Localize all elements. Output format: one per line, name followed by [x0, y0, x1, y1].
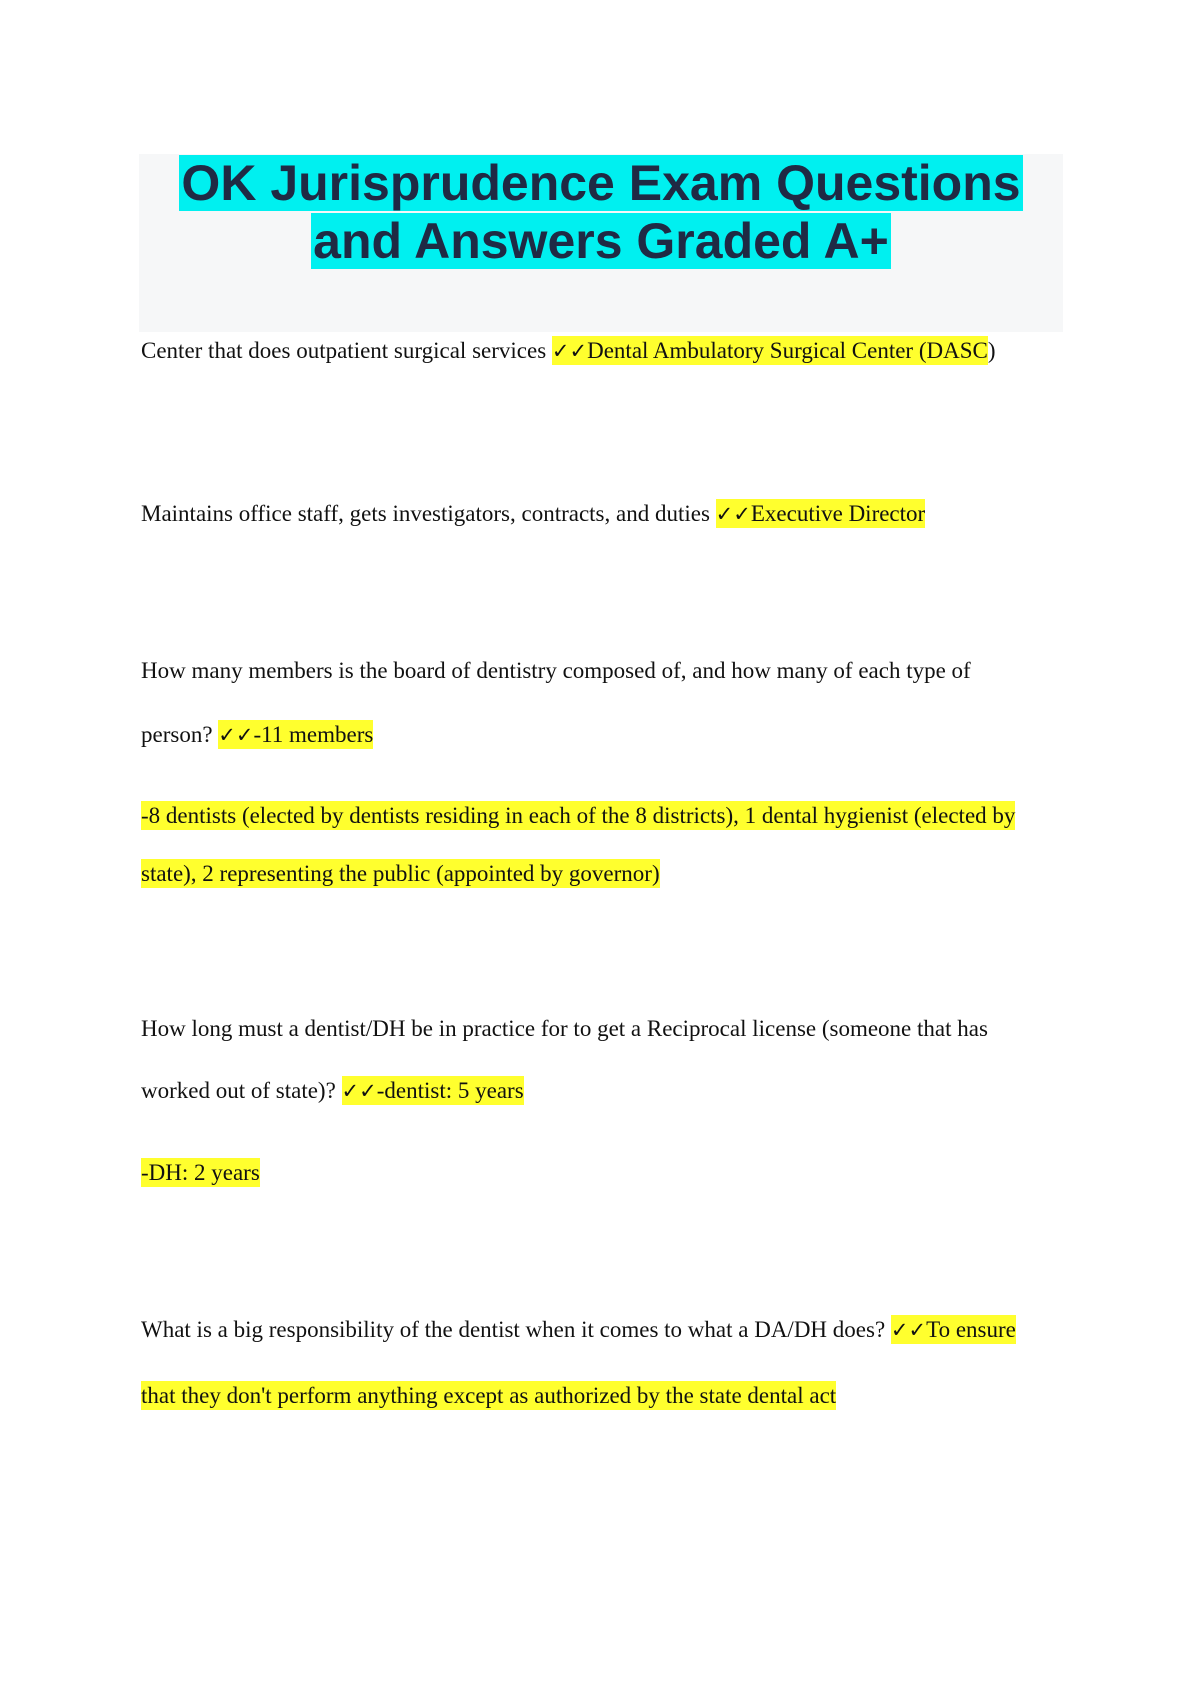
qa-4-line-2 — [141, 1076, 1071, 1106]
question-text: worked out of state)? — [141, 1078, 342, 1103]
qa-3-line-2 — [141, 720, 1071, 750]
answer-text: Dental Ambulatory Surgical Center (DASC — [587, 338, 988, 363]
check-mark-icon: ✓✓ — [890, 1318, 927, 1342]
qa-2-line-1 — [141, 499, 1071, 529]
check-mark-icon: ✓✓ — [551, 339, 588, 363]
document-title — [139, 154, 1063, 270]
qa-1-line-1 — [141, 336, 1071, 366]
answer-text: -dentist: 5 years — [376, 1078, 524, 1103]
check-mark-icon: ✓✓ — [715, 502, 751, 526]
question-text: person? — [141, 722, 219, 747]
qa-4-line-3 — [141, 1158, 1071, 1188]
answer-text: -11 members — [253, 722, 374, 747]
answer-closing-paren: ) — [987, 338, 996, 363]
answer-text: -8 dentists (elected by dentists residing in each of the 8 districts), 1 dental hygienist (elected by — [141, 803, 1016, 828]
answer-highlight — [716, 499, 926, 528]
answer-highlight — [891, 1315, 1016, 1344]
question-text: How many members is the board of dentistry composed of, and how many of each type of — [141, 658, 971, 683]
answer-highlight — [552, 336, 988, 365]
qa-3-line-3 — [141, 801, 1071, 831]
qa-3-line-1 — [141, 656, 1071, 686]
question-text: Maintains office staff, gets investigators, contracts, and duties — [141, 501, 716, 526]
check-mark-icon: ✓✓ — [218, 723, 254, 747]
answer-text: state), 2 representing the public (appointed by governor) — [141, 861, 660, 886]
check-mark-icon: ✓✓ — [341, 1079, 377, 1103]
qa-5-line-1 — [141, 1315, 1071, 1345]
answer-highlight — [218, 720, 373, 749]
qa-5-line-2 — [141, 1381, 1071, 1411]
question-text: Center that does outpatient surgical services — [141, 338, 552, 363]
answer-text: -DH: 2 years — [141, 1160, 260, 1185]
question-text: What is a big responsibility of the dentist when it comes to what a DA/DH does? — [141, 1317, 891, 1342]
answer-text: To ensure — [926, 1317, 1016, 1342]
question-text: How long must a dentist/DH be in practice for to get a Reciprocal license (someone that has — [141, 1016, 988, 1041]
qa-3-line-4 — [141, 859, 1071, 889]
answer-highlight — [342, 1076, 524, 1105]
title-highlight: OK Jurisprudence Exam Questions and Answers Graded A+ — [181, 155, 1021, 269]
qa-4-line-1 — [141, 1014, 1071, 1044]
answer-text: that they don't perform anything except as authorized by the state dental act — [141, 1383, 837, 1408]
answer-text: Executive Director — [750, 501, 926, 526]
